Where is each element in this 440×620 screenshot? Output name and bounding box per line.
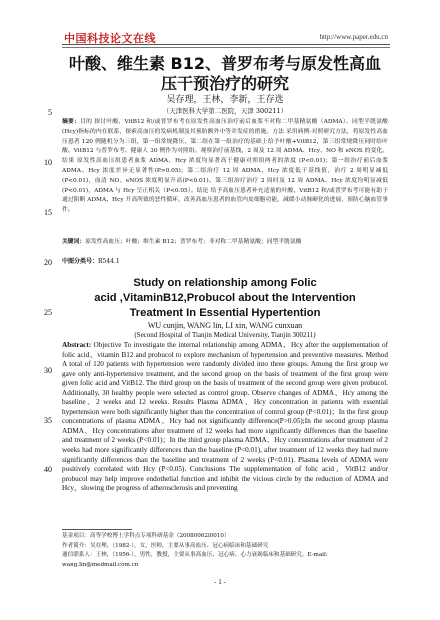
line-number-5: 5 [48,108,52,117]
chinese-keywords-text: 原发性高血压；叶酸；维生素 B12；普罗布考；非对称二甲基精氨酸；同型半胱氨酸 [85,239,302,245]
chinese-abstract-label: 摘要： [62,119,81,125]
chinese-abstract-text: 目的 探讨叶酸、VitB12 和/或普罗布考在原发性高血压治疗前后血浆不对称二甲基精氨酸（ADMA）、同型半胱氨酸(Hcy)指标的内在联系，探索高血压的发病机制及其预防额外中等并发症的措施。方法 采用病例-对照研究方法，将原发性高血压患者 120 例随机分为三组，第一组常规降压，第二组在第一组治疗的基础上给予叶酸+VitB12，第三组常规降压同时给叶酸、VitB12 与普罗布考。健康人 30 例作为对照组。观察治疗前基线，2 周及 12 周 ADMA、Hcy、NO 和 eNOS 的变化。结果 原发性高血压组患者血浆 ADMA、Hcy 浓度均显著高于健康对照组两者的浓度 (P<0.01)；第一组治疗前后血浆 ADMA、Hcy 浓度差异无显著性(P>0.05)；第二组治疗 12 周 ADMA、Hcy 浓度低于基线值，治疗 2 周明显减低(P<0.01)，血清 NO、eNOS 浓度明显升高(P<0.01)。第三组治疗治疗 2 周时及 12 周 ADMA、Hcy 浓度均明显减低(P<0.01)，ADMA 与 Hcy 呈正相关（P<0.05）。结论 给予高血压患者补充适量的叶酸、VitB12 和/或普罗布考可能有助于通过阻断 ADMA、Hcy 升高所致的恶性循环，改善高血压患者的血管内皮细胞功能，减缓小动脉硬化的进展，预防心脑血管事件。 [62,119,388,214]
line-number-25: 25 [44,308,52,317]
line-number-30: 30 [44,366,52,375]
chinese-title-line-1: 叶酸、维生素 B12、普罗布考与原发性高血 [68,54,382,73]
page-header [0,0,440,46]
line-number-20: 20 [44,258,52,267]
english-affiliation: (Second Hospital of Tianjin Medical University, Tianjin 300211) [134,331,316,339]
page-number: - 1 - [214,578,226,586]
chinese-title [62,54,388,94]
chinese-keywords-label: 关键词： [62,239,86,245]
chinese-abstract [62,118,388,216]
english-title-line-2: acid ,VitaminB12,Probucol about the Intervention [94,292,356,304]
line-number-35: 35 [44,416,52,425]
header-url[interactable]: http://www.paper.edu.cn [319,33,388,41]
english-title [62,276,388,321]
chinese-title-line-2: 压干预治疗的研究 [160,74,289,93]
english-title-line-3: Treatment In Essential Hypertention [129,307,321,319]
journal-logo: 中国科技论文在线 [64,32,156,45]
classification-number [62,257,388,266]
line-number-15: 15 [44,208,52,217]
footnote-author: 作者简介：吴存理，（1982-），女，医师，主要从事高血压、冠心病临床和基础研究 [62,542,269,549]
footnote-fund: 基金项目：高等学校博士学科点专项科研基金（20080062l0010） [62,533,230,539]
english-abstract-label: Abstract: [62,341,92,349]
chinese-keywords [62,238,388,248]
english-authors: WU cunjin, WANG lin, LI xin, WANG cunxuan [147,321,303,330]
chinese-authors: 吴存理，王林，李新，王存选 [166,95,284,105]
header-rule [62,44,390,45]
footnote-rule [62,529,132,530]
chinese-affiliation: （天津医科大学第二医院，天津 300211） [162,107,288,115]
footnotes [62,532,388,570]
english-abstract-text: Objective To investigate the internal relationship among ADMA、Hcy after the supplementation of folic acid、vitamin B12 and probucol to explore mechanism of hypertension and preventive measures. Method A total of 120 patients with hypertension were randomly divided into three groups. Among the first group we gave only anti-hypertensive treatment, and the second group on the basis of treatment of the first group were given folic acid and VitB12. The third group on the basis of treatment of the second group were given probucol. Additionally, 30 healthy people were selected as control group. Observe changes of ADMA、Hcy among the baseline、2 weeks and 12 weeks. Results Plasma ADMA、Hcy concentration in patients with essential hypertension were both significantly higher than the concentration of control group (P<0.01)；In the first group concentrations of plasma ADMA、Hcy had not significantly difference(P>0.05);In the second group plasma ADMA、Hcy concentrations after treatment of 12 weeks had more significantly differences than the baseline and treatment of 2 weeks (P<0.01)；In the third group plasma ADMA、Hcy concentrations after treatment of 2 weeks had more significantly differences than the baseline (P<0.01), after treatment of 12 weeks they had more significantly differences than the baseline and treatment of 2 weeks (P<0.01). Plasma levels of ADMA were positively correlated with Hcy (P<0.05). Conclusions The supplementation of folic acid、VitB12 and/or probucol may help improve endothelial function and inhibit the vicious circle by the reduction of ADMA and Hcy，slowing the progress of atherosclerosis and preventing [62,341,389,493]
classification-value: R544.1 [98,258,120,265]
line-number-40: 40 [44,465,52,474]
header-rule-thin [62,47,390,48]
footnote-correspondence: 通信联系人：王林，（1956-），男性，教授，主要从事高血压、冠心病、心力衰竭临床和基础研究。E-mail: wang.lin@medmail.com.cn [62,552,328,568]
classification-label: 中图分类号： [62,258,99,265]
line-number-10: 10 [44,158,52,167]
english-abstract [62,341,388,494]
english-title-line-1: Study on relationship among Folic [133,277,317,289]
